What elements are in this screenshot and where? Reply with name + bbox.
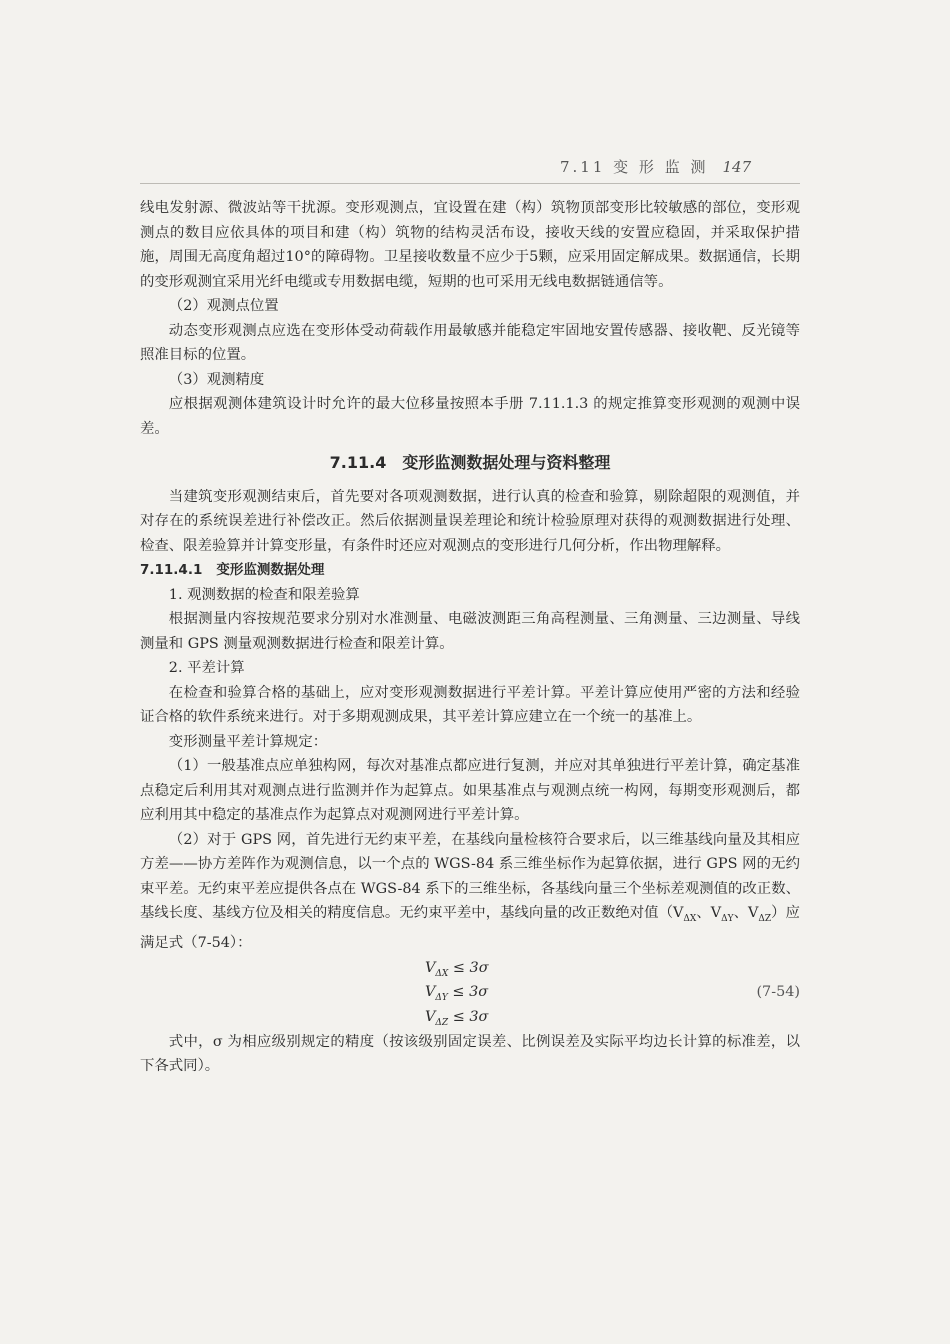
paragraph-5: 根据测量内容按规范要求分别对水准测量、电磁波测距三角高程测量、三角测量、三边测量、导线测量和 GPS 测量观测数据进行检查和限差计算。 <box>140 611 800 652</box>
paragraph-1: 线电发射源、微波站等干扰源。变形观测点，宜设置在建（构）筑物顶部变形比较敏感的部位，变形观测点的数目应依具体的项目和建（构）筑物的结构灵活布设，接收天线的安置应稳固，并采取保护措施，周围无高度角超过10°的障碍物。卫星接收数量不应少于5颗，应采用固定解成果。数据通信，长期的变形观测宜采用光纤电缆或专用数据电缆，短期的也可采用无线电数据链通信等。 <box>140 200 800 290</box>
equation-block-7-54 <box>140 956 800 1030</box>
paragraph-8: （1）一般基准点应单独构网，每次对基准点都应进行复测，并应对其单独进行平差计算，确定基准点稳定后利用其对观测点进行监测并作为起算点。如果基准点与观测点统一构网，每期变形观测后，都应利用其中稳定的基准点作为起算点对观测网进行平差计算。 <box>140 758 800 823</box>
page-body <box>140 196 800 1079</box>
page-number: 147 <box>722 158 752 176</box>
subscript-dy: ΔY <box>721 913 734 924</box>
paragraph-10: 式中，σ 为相应级别规定的精度（按该级别固定误差、比例误差及实际平均边长计算的标准差，以下各式同）。 <box>140 1033 800 1075</box>
eq-sub-dy: ΔY <box>435 993 448 1004</box>
equation-number: (7-54) <box>756 983 800 1000</box>
paragraph-9-part-d: ）应满足式（7-54）： <box>140 905 800 952</box>
paragraph-9-part-a: （2）对于 GPS 网，首先进行无约束平差，在基线向量检核符合要求后，以三维基线向量及其相应方差——协方差阵作为观测信息，以一个点的 WGS-84 系三维坐标作为起算依据，进行 GPS 网的无约束平差。无约束平差应提供各点在 WGS-84 系下的三维坐标，各基线向量三个坐标差观测值的改正数、基线长度、基线方位及相关的精度信息。无约束平差中，基线向量的改正数绝对值（V <box>140 831 800 921</box>
paragraph-9 <box>140 828 800 956</box>
section-number: 7.11.4 <box>329 453 387 472</box>
header-rule <box>140 183 800 184</box>
eq-v: V <box>425 984 436 1001</box>
eq-rhs: ≤ 3σ <box>448 1008 489 1025</box>
paragraph-9-part-b: 、V <box>696 905 722 921</box>
paragraph-2: 动态变形观测点应选在变形体受动荷载作用最敏感并能稳定牢固地安置传感器、接收靶、反光镜等照准目标的位置。 <box>140 322 800 363</box>
heading-observation-accuracy: （3）观测精度 <box>168 371 265 388</box>
subsection-number: 7.11.4.1 <box>140 562 203 578</box>
subscript-dx: ΔX <box>683 913 697 924</box>
subsection-heading <box>140 558 800 583</box>
heading-observation-point-location: （2）观测点位置 <box>168 298 279 314</box>
running-head <box>560 156 751 177</box>
equation-line-dz <box>425 1005 800 1030</box>
heading-data-check: 1. 观测数据的检查和限差验算 <box>168 586 360 603</box>
eq-v: V <box>425 959 436 976</box>
paragraph-7: 变形测量平差计算规定： <box>168 733 328 750</box>
eq-v: V <box>425 1008 436 1025</box>
subsection-title: 变形监测数据处理 <box>216 562 325 578</box>
paragraph-3: 应根据观测体建筑设计时允许的最大位移量按照本手册 7.11.1.3 的规定推算变形观测的观测中误差。 <box>140 396 800 437</box>
eq-sub-dz: ΔZ <box>435 1017 449 1028</box>
eq-sub-dx: ΔX <box>435 968 449 979</box>
section-title: 变形监测数据处理与资料整理 <box>402 453 611 472</box>
eq-rhs: ≤ 3σ <box>447 984 489 1001</box>
heading-adjustment: 2. 平差计算 <box>168 660 245 676</box>
running-head-section: 7.11 变 形 监 测 <box>560 158 709 176</box>
equation-line-dx <box>425 956 800 981</box>
paragraph-6: 在检查和验算合格的基础上，应对变形观测数据进行平差计算。平差计算应使用严密的方法和经验证合格的软件系统来进行。对于多期观测成果，其平差计算应建立在一个统一的基准上。 <box>140 684 800 725</box>
paragraph-9-part-c: 、V <box>733 905 759 921</box>
subscript-dz: ΔZ <box>758 913 772 924</box>
equation-line-dy <box>425 980 800 1005</box>
eq-rhs: ≤ 3σ <box>448 959 489 976</box>
section-heading <box>140 451 800 476</box>
paragraph-4: 当建筑变形观测结束后，首先要对各项观测数据，进行认真的检查和验算，剔除超限的观测值，并对存在的系统误差进行补偿改正。然后依据测量误差理论和统计检验原理对获得的观测数据进行处理、检查、限差验算并计算变形量，有条件时还应对观测点的变形进行几何分析，作出物理解释。 <box>140 488 800 554</box>
